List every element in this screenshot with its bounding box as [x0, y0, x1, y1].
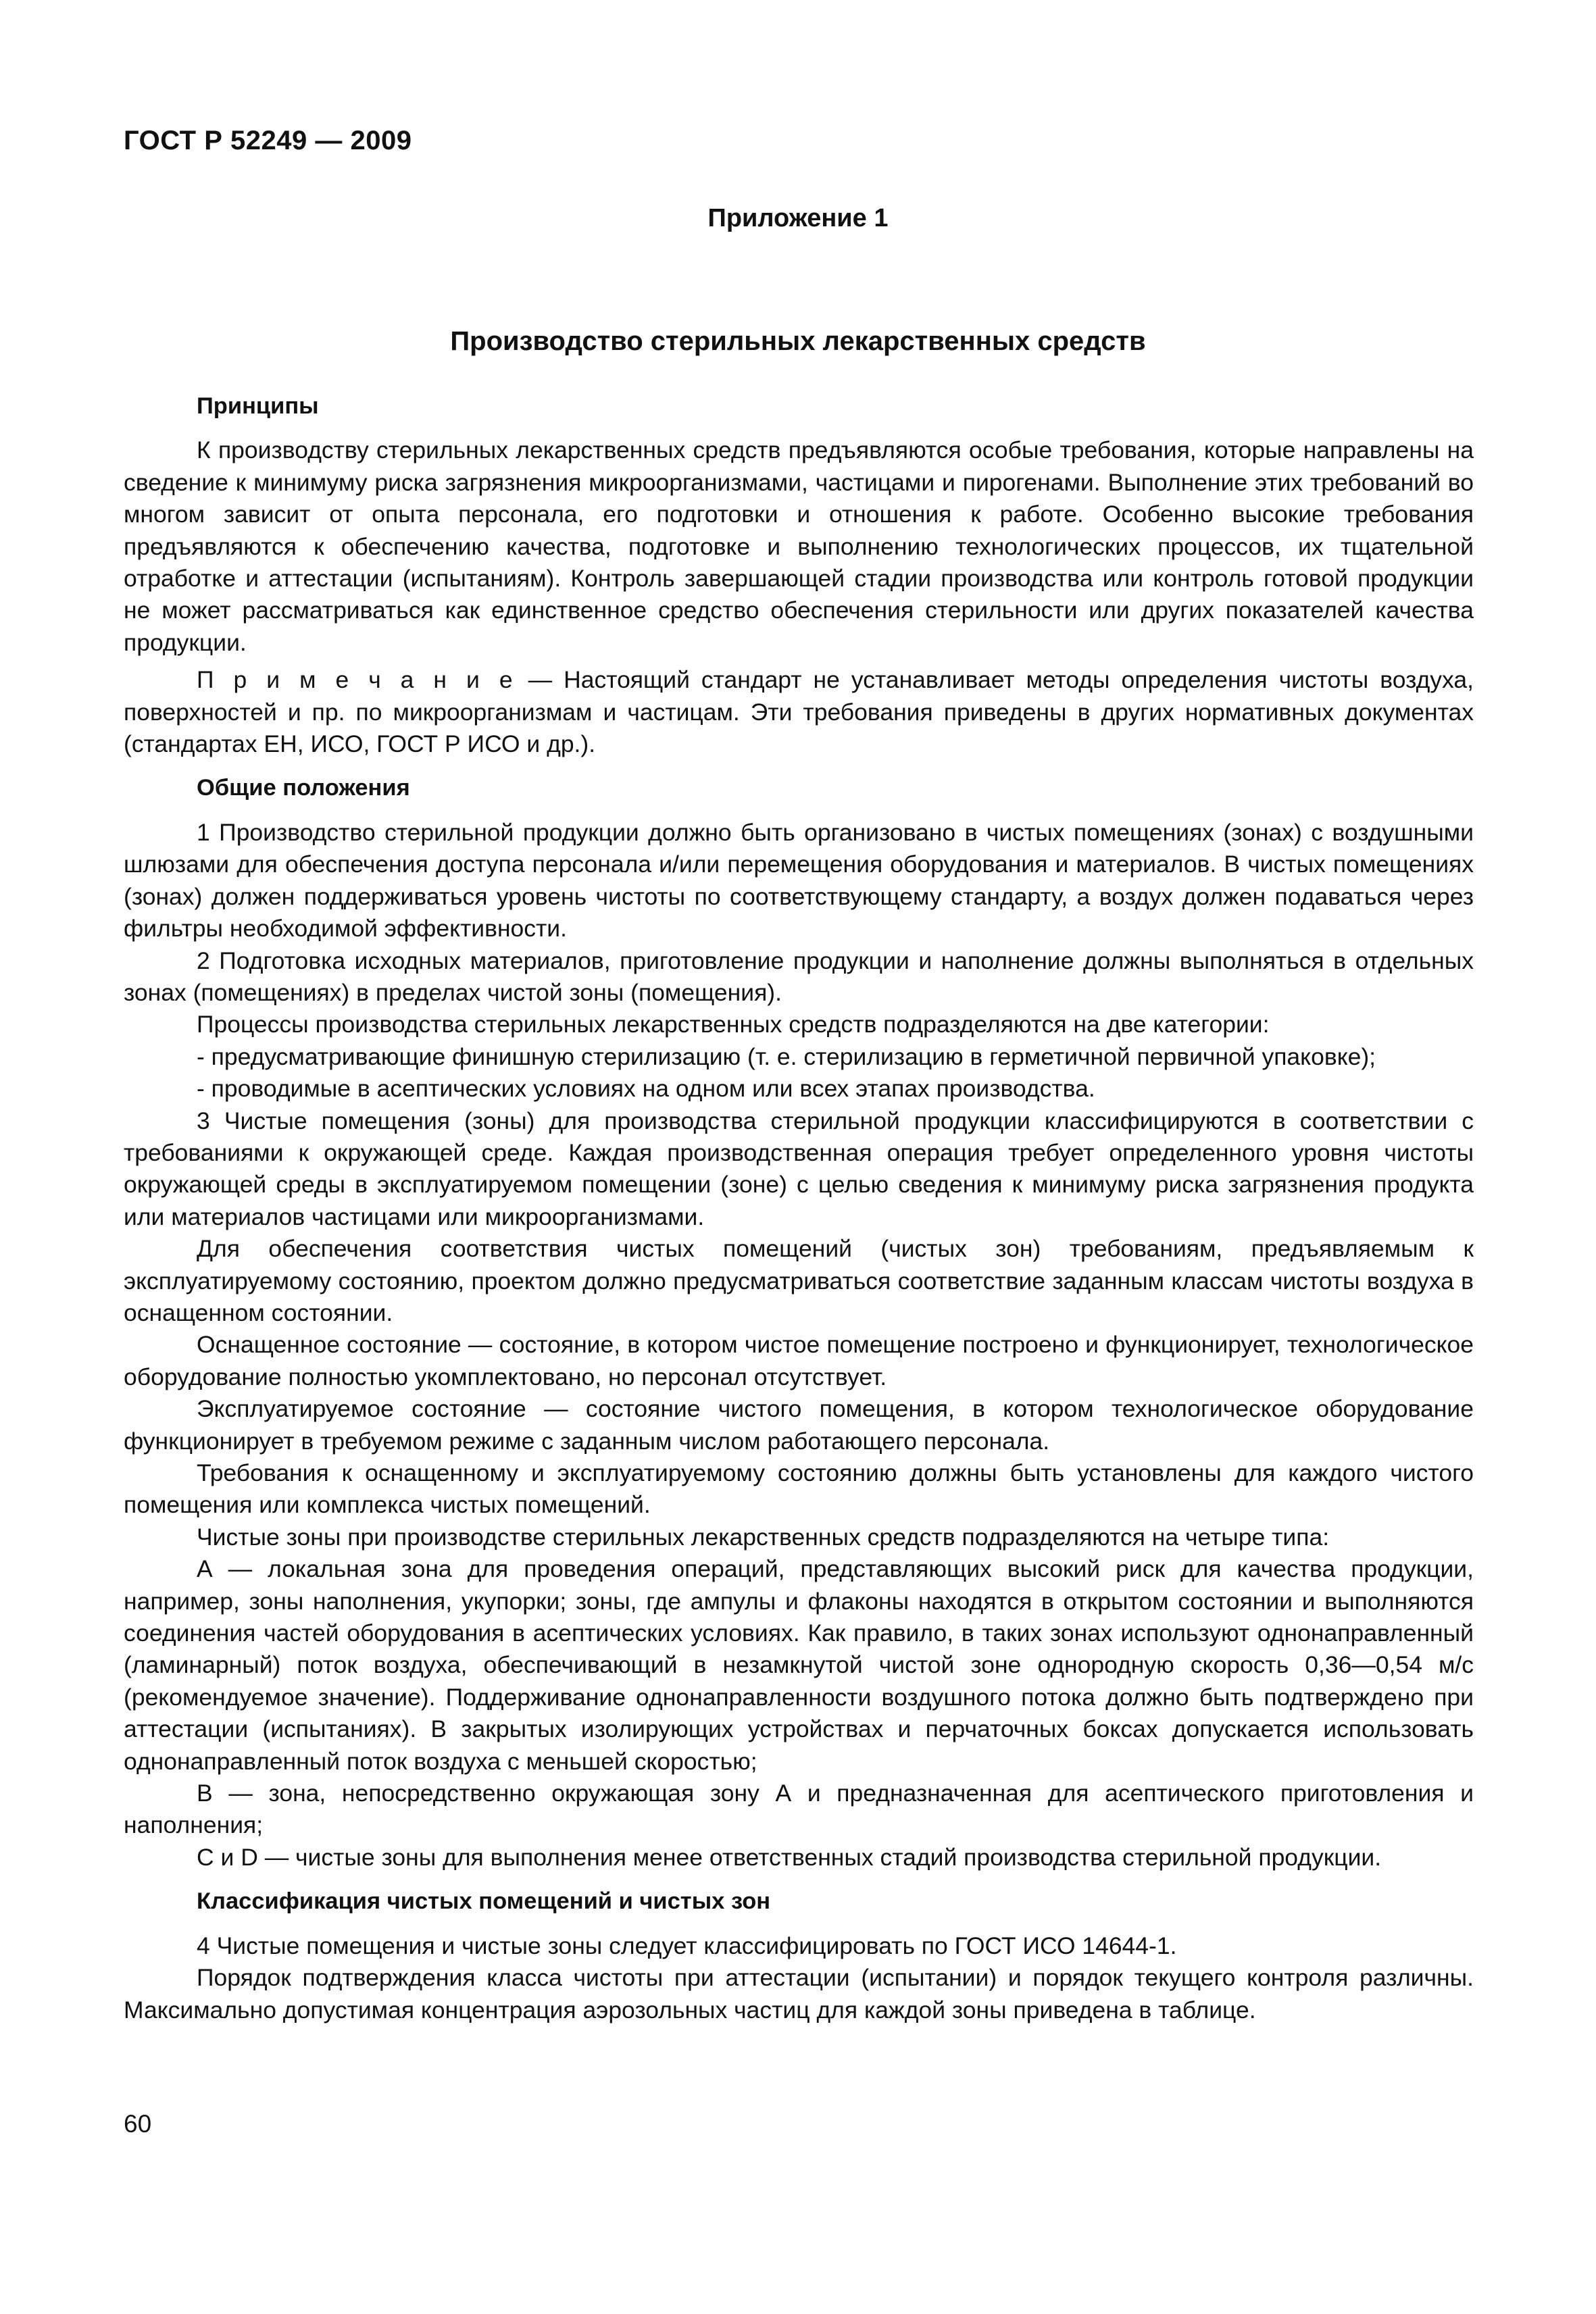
document-title: Производство стерильных лекарственных средств — [450, 326, 1146, 356]
note-paragraph — [124, 664, 1474, 760]
general-paragraph-7: Эксплуатируемое состояние — состояние чистого помещения, в котором технологическое оборудование функционирует в требуемом режиме с заданным числом работающего персонала. — [124, 1395, 1474, 1455]
section-heading-general: Общие положения — [197, 775, 410, 801]
note-text: — Настоящий стандарт не устанавливает методы определения чистоты воздуха, поверхностей и пр. по микроорганизмам и частицам. Эти требования приведены в других нормативных документах (стандартах ЕН, ИСО, ГОСТ Р ИСО и др.). — [124, 666, 1474, 758]
document-body — [124, 391, 1474, 2026]
general-paragraph-6: Оснащенное состояние — состояние, в котором чистое помещение построено и функционирует, технологическое оборудование полностью укомплектовано, но персонал отсутствует. — [124, 1331, 1474, 1390]
general-paragraph-9: Чистые зоны при производстве стерильных лекарственных средств подразделяются на четыре типа: — [197, 1523, 1330, 1551]
section-heading-principles: Принципы — [197, 393, 319, 419]
section-heading-classification: Классификация чистых помещений и чистых зон — [197, 1888, 771, 1915]
classification-paragraph-2: Порядок подтверждения класса чистоты при аттестации (испытании) и порядок текущего контроля различны. Максимально допустимая концентрация аэрозольных частиц для каждой зоны приведена в таблице. — [124, 1964, 1474, 2023]
principles-paragraph: К производству стерильных лекарственных средств предъявляются особые требования, которые направлены на сведение к минимуму риска загрязнения микроорганизмами, частицами и пирогенами. Выполнение этих требований во многом зависит от опыта персонала, его подготовки и отношения к работе. Особенно высокие требования предъявляются к обеспечению качества, подготовке и выполнению технологических процессов, их тщательной отработке и аттестации (испытаниям). Контроль завершающей стадии производства или контроль готовой продукции не может рассматриваться как единственное средство обеспечения стерильности или других показателей качества продукции. — [124, 436, 1474, 656]
zone-b-paragraph: В — зона, непосредственно окружающая зону А и предназначенная для асептического приготовления и наполнения; — [124, 1780, 1474, 1839]
classification-paragraph-1: 4 Чистые помещения и чистые зоны следует классифицировать по ГОСТ ИСО 14644-1. — [197, 1932, 1177, 1959]
page-number: 60 — [124, 2110, 152, 2138]
general-list-item-1: - предусматривающие финишную стерилизацию (т. е. стерилизацию в герметичной первичной упаковке); — [197, 1042, 1376, 1070]
general-paragraph-1: 1 Производство стерильной продукции должно быть организовано в чистых помещениях (зонах) с воздушными шлюзами для обеспечения доступа персонала и/или перемещения оборудования и материалов. В чистых помещениях (зонах) должен поддерживаться уровень чистоты по соответствующему стандарту, а воздух должен подаваться через фильтры необходимой эффективности. — [124, 818, 1474, 942]
general-paragraph-4: 3 Чистые помещения (зоны) для производства стерильной продукции классифицируются в соответствии с требованиями к окружающей среде. Каждая производственная операция требует определенного уровня чистоты окружающей среды в эксплуатируемом помещении (зоне) с целью сведения к минимуму риска загрязнения продукта или материалов частицами или микроорганизмами. — [124, 1107, 1474, 1230]
note-label: П р и м е ч а н и е — [197, 666, 517, 694]
document-code-header: ГОСТ Р 52249 — 2009 — [124, 126, 412, 155]
general-paragraph-2: 2 Подготовка исходных материалов, приготовление продукции и наполнение должны выполняться в отдельных зонах (помещениях) в пределах чистой зоны (помещения). — [124, 947, 1474, 1006]
general-list-item-2: - проводимые в асептических условиях на одном или всех этапах производства. — [197, 1075, 1095, 1103]
appendix-label: Приложение 1 — [707, 204, 889, 232]
zone-cd-paragraph: С и D — чистые зоны для выполнения менее ответственных стадий производства стерильной продукции. — [197, 1843, 1382, 1871]
general-paragraph-3: Процессы производства стерильных лекарственных средств подразделяются на две категории: — [197, 1011, 1270, 1038]
general-paragraph-8: Требования к оснащенному и эксплуатируемому состоянию должны быть установлены для каждого чистого помещения или комплекса чистых помещений. — [124, 1459, 1474, 1519]
general-paragraph-5: Для обеспечения соответствия чистых помещений (чистых зон) требованиям, предъявляемым к эксплуатируемому состоянию, проектом должно предусматриваться соответствие заданным классам чистоты воздуха в оснащенном состоянии. — [124, 1235, 1474, 1326]
zone-a-paragraph: А — локальная зона для проведения операций, представляющих высокий риск для качества продукции, например, зоны наполнения, укупорки; зоны, где ампулы и флаконы находятся в открытом состоянии и выполняются соединения частей оборудования в асептических условиях. Как правило, в таких зонах используют однонаправленный (ламинарный) поток воздуха, обеспечивающий в незамкнутой чистой зоне однородную скорость 0,36—0,54 м/с (рекомендуемое значение). Поддерживание однонаправленности воздушного потока должно быть подтверждено при аттестации (испытаниях). В закрытых изолирующих устройствах и перчаточных боксах допускается использовать однонаправленный поток воздуха с меньшей скоростью; — [124, 1555, 1474, 1775]
